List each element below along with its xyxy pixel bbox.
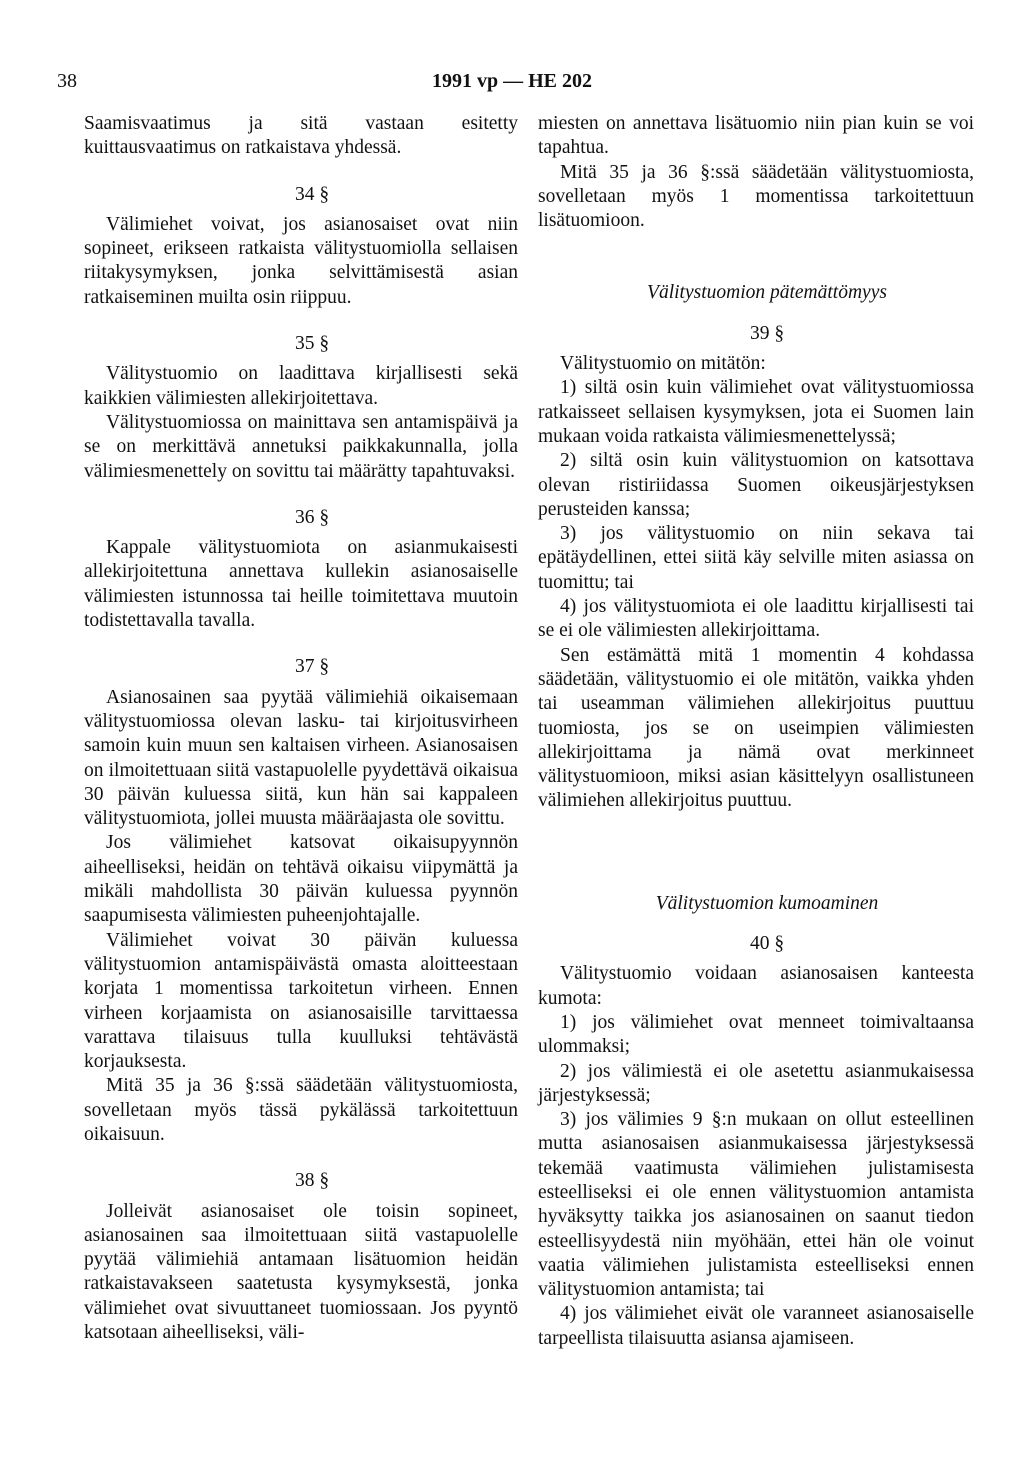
paragraph: 1) jos välimiehet ovat menneet toimivaltaansa ulommaksi;: [538, 1011, 974, 1058]
paragraph: Välitystuomio voidaan asianosaisen kanteesta kumota:: [538, 963, 974, 1009]
section-number: 38 §: [294, 1170, 330, 1192]
section-number: 35 §: [294, 333, 330, 355]
document-title: 1991 vp — HE 202: [431, 70, 593, 92]
paragraph: Mitä 35 ja 36 §:ssä säädetään välitystuomiosta, sovelletaan myös 1 momentissa tarkoitettuun lisätuomioon.: [538, 161, 974, 232]
paragraph: 4) jos välimiehet eivät ole varanneet asianosaiselle tarpeellista tilaisuutta asiansa ajamiseen.: [538, 1303, 974, 1349]
section-number: 34 §: [294, 183, 330, 205]
paragraph: Välimiehet voivat, jos asianosaiset ovat niin sopineet, erikseen ratkaista välitystuomiolla sellaisen riitakysymyksen, jonka selvittämisestä asian ratkaiseminen muilta osin riippuu.: [84, 213, 518, 308]
section-number: 37 §: [294, 656, 330, 678]
paragraph: 4) jos välitystuomiota ei ole laadittu kirjallisesti tai se ei ole välimiesten allekirjoittama.: [538, 596, 974, 642]
paragraph: Välitystuomiossa on mainittava sen antamispäivä ja se on merkittävä annetuksi paikkakunnalla, jolla välimiesmenettely on sovittu tai määrätty tapahtuvaksi.: [84, 411, 518, 482]
paragraph: 2) jos välimiestä ei ole asetettu asianmukaisessa järjestyksessä;: [538, 1060, 974, 1106]
chapter-heading: Välitystuomion kumoaminen: [655, 892, 879, 914]
paragraph: Välitystuomio on laadittava kirjallisesti sekä kaikkien välimiesten allekirjoitettava.: [84, 363, 518, 409]
paragraph: Välitystuomio on mitätön:: [560, 353, 766, 375]
section-number: 39 §: [749, 322, 785, 344]
paragraph: Sen estämättä mitä 1 momentin 4 kohdassa säädetään, välitystuomio ei ole mitätön, vaikka yhden tai useamman välimiehen allekirjoitus puuttuu tuomiosta, jos se on useimpien välimiesten allekirjoittama ja nämä ovat merkinneet välitystuomioon, miksi asian käsittelyyn osallistuneen välimiehen allekirjoitus puuttuu.: [538, 644, 974, 812]
paragraph: Saamisvaatimus ja sitä vastaan esitetty kuittausvaatimus on ratkaistava yhdessä.: [84, 113, 518, 159]
section-number: 40 §: [749, 933, 785, 955]
paragraph: 2) siltä osin kuin välitystuomion on katsottava olevan ristiriidassa Suomen oikeusjärjestyksen perusteiden kanssa;: [538, 450, 974, 520]
section-number: 36 §: [294, 506, 330, 528]
paragraph: Välimiehet voivat 30 päivän kuluessa välitystuomion antamispäivästä omasta aloitteestaan korjata 1 momentissa tarkoitetun virheen. Ennen virheen korjaamista on asianosaisille tarvittaessa varattava tilaisuus tulla kuulluksi tehtävästä korjauksesta.: [84, 929, 518, 1073]
paragraph: Mitä 35 ja 36 §:ssä säädetään välitystuomiosta, sovelletaan myös tässä pykälässä tarkoitettuun oikaisuun.: [84, 1075, 518, 1145]
paragraph: 3) jos välitystuomio on niin sekava tai epätäydellinen, ettei siitä käy selville miten asiassa on tuomittu; tai: [538, 523, 974, 593]
right-column: [538, 112, 974, 1351]
paragraph: Kappale välitystuomiota on asianmukaisesti allekirjoitettuna annettava kullekin asianosaiselle välimiesten istunnossa tai heille toimitettava muutoin todistettavalla tavalla.: [84, 537, 518, 632]
paragraph: miesten on annettava lisätuomio niin pian kuin se voi tapahtua.: [538, 113, 974, 159]
chapter-heading: Välitystuomion pätemättömyys: [647, 282, 887, 304]
paragraph: Asianosainen saa pyytää välimiehiä oikaisemaan välitystuomiossa olevan lasku- tai kirjoitusvirheen samoin kuin muun sen kaltaisen virheen. Asianosaisen on ilmoitettuaan siitä vastapuolelle pyydettävä oikaisua 30 päivän kuluessa siitä, kun hän sai kappaleen välitystuomiota, jollei muusta määräajasta ole sovittu.: [84, 686, 518, 830]
page-header: [0, 64, 1024, 98]
paragraph: 3) jos välimies 9 §:n mukaan on ollut esteellinen mutta asianosaisen asianmukaisessa järjestyksessä tekemää vaatimusta välimiehen julistamisesta esteelliseksi ei ole ennen välitystuomion antamista hyväksytty taikka jos asianosainen on saanut tiedon esteellisyydestä niin myöhään, ettei hän ole voinut vaatia välimiehen julistamista esteelliseksi ennen välitystuomion antamista; tai: [538, 1109, 974, 1301]
paragraph: 1) siltä osin kuin välimiehet ovat välitystuomiossa ratkaisseet sellaisen kysymyksen, jota ei Suomen lain mukaan voida ratkaista välimiesmenettelyssä;: [538, 377, 974, 447]
left-column: [84, 112, 518, 1345]
page-number: 38: [57, 70, 77, 92]
paragraph: Jos välimiehet katsovat oikaisupyynnön aiheelliseksi, heidän on tehtävä oikaisu viipymättä ja mikäli mahdollista 30 päivän kuluessa pyynnön saapumisesta välimiesten puheenjohtajalle.: [84, 832, 518, 927]
paragraph: Jolleivät asianosaiset ole toisin sopineet, asianosainen saa ilmoitettuaan siitä vastapuolelle pyytää välimiehiä antamaan lisätuomion heidän ratkaistavakseen saatetusta kysymyksestä, jonka välimiehet ovat sivuuttaneet tuomiossaan. Jos pyyntö katsotaan aiheelliseksi, väli-: [84, 1200, 518, 1344]
